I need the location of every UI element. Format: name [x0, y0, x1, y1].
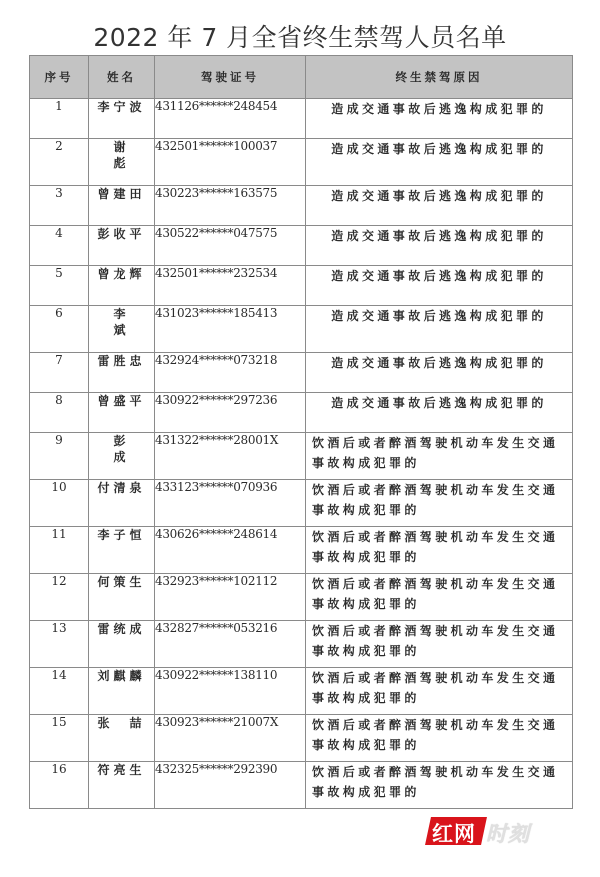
name-part: 何策生	[97, 575, 146, 589]
cell-seq: 1	[30, 99, 89, 139]
cell-name	[89, 574, 155, 621]
name-part: 付清泉	[97, 481, 146, 495]
table-row	[30, 353, 573, 393]
name-part: 谢	[113, 140, 130, 154]
cell-license-number: 431322******28001X	[155, 433, 306, 480]
table-row	[30, 762, 573, 809]
table-row	[30, 480, 573, 527]
name-part: 彭收平	[97, 227, 146, 241]
table-row	[30, 715, 573, 762]
cell-reason: 饮酒后或者醉酒驾驶机动车发生交通事故构成犯罪的	[306, 762, 573, 809]
cell-license-number: 433123******070936	[155, 480, 306, 527]
cell-reason: 饮酒后或者醉酒驾驶机动车发生交通事故构成犯罪的	[306, 527, 573, 574]
cell-name	[89, 762, 155, 809]
cell-seq: 8	[30, 393, 89, 433]
cell-name	[89, 480, 155, 527]
cell-name	[89, 527, 155, 574]
cell-reason: 饮酒后或者醉酒驾驶机动车发生交通事故构成犯罪的	[306, 621, 573, 668]
cell-reason: 造成交通事故后逃逸构成犯罪的	[306, 353, 573, 393]
cell-name	[89, 306, 155, 353]
cell-reason: 饮酒后或者醉酒驾驶机动车发生交通事故构成犯罪的	[306, 433, 573, 480]
cell-seq: 5	[30, 266, 89, 306]
cell-seq: 7	[30, 353, 89, 393]
name-part: 雷统成	[97, 622, 146, 636]
table-row	[30, 226, 573, 266]
watermark-logo	[428, 817, 558, 867]
table-row	[30, 433, 573, 480]
cell-license-number: 431126******248454	[155, 99, 306, 139]
table-row	[30, 139, 573, 186]
cell-name	[89, 393, 155, 433]
cell-name	[89, 353, 155, 393]
name-part: 彭	[113, 434, 130, 448]
logo-brand-red-text: 红网	[432, 822, 476, 846]
cell-seq: 10	[30, 480, 89, 527]
cell-name	[89, 99, 155, 139]
cell-seq: 6	[30, 306, 89, 353]
cell-seq: 3	[30, 186, 89, 226]
cell-reason: 造成交通事故后逃逸构成犯罪的	[306, 99, 573, 139]
cell-license-number: 432827******053216	[155, 621, 306, 668]
cell-reason: 造成交通事故后逃逸构成犯罪的	[306, 393, 573, 433]
name-part: 成	[113, 450, 130, 464]
header-seq: 序号	[30, 56, 89, 99]
table-row	[30, 393, 573, 433]
table-row	[30, 668, 573, 715]
cell-seq: 14	[30, 668, 89, 715]
cell-license-number: 432923******102112	[155, 574, 306, 621]
page-title: 2022 年 7 月全省终生禁驾人员名单	[93, 23, 507, 52]
name-part: 曾龙辉	[97, 267, 146, 281]
cell-license-number: 430922******297236	[155, 393, 306, 433]
cell-reason: 饮酒后或者醉酒驾驶机动车发生交通事故构成犯罪的	[306, 574, 573, 621]
table-row	[30, 574, 573, 621]
cell-seq: 2	[30, 139, 89, 186]
cell-reason: 造成交通事故后逃逸构成犯罪的	[306, 186, 573, 226]
name-part: 李	[113, 307, 130, 321]
name-part: 符亮生	[97, 763, 146, 777]
cell-license-number: 432501******232534	[155, 266, 306, 306]
name-part: 张 喆	[97, 716, 146, 730]
cell-license-number: 432924******073218	[155, 353, 306, 393]
cell-license-number: 430626******248614	[155, 527, 306, 574]
cell-name	[89, 433, 155, 480]
cell-reason: 饮酒后或者醉酒驾驶机动车发生交通事故构成犯罪的	[306, 480, 573, 527]
logo-brand-grey-text: 时刻	[486, 822, 530, 846]
cell-seq: 11	[30, 527, 89, 574]
name-part: 曾盛平	[97, 394, 146, 408]
table-row	[30, 99, 573, 139]
cell-reason: 造成交通事故后逃逸构成犯罪的	[306, 226, 573, 266]
cell-name	[89, 139, 155, 186]
cell-seq: 12	[30, 574, 89, 621]
table-row	[30, 527, 573, 574]
header-name: 姓名	[89, 56, 155, 99]
cell-seq: 4	[30, 226, 89, 266]
name-part: 彪	[113, 156, 130, 170]
cell-reason: 造成交通事故后逃逸构成犯罪的	[306, 139, 573, 186]
cell-license-number: 432501******100037	[155, 139, 306, 186]
header-license: 驾驶证号	[155, 56, 306, 99]
cell-name	[89, 668, 155, 715]
name-part: 曾建田	[97, 187, 146, 201]
cell-name	[89, 266, 155, 306]
name-part: 雷胜忠	[97, 354, 146, 368]
table-body	[30, 99, 573, 809]
cell-reason: 饮酒后或者醉酒驾驶机动车发生交通事故构成犯罪的	[306, 715, 573, 762]
table-row	[30, 186, 573, 226]
cell-reason: 造成交通事故后逃逸构成犯罪的	[306, 266, 573, 306]
cell-seq: 16	[30, 762, 89, 809]
name-part: 李子恒	[97, 528, 146, 542]
table-row	[30, 621, 573, 668]
cell-license-number: 430923******21007X	[155, 715, 306, 762]
header-reason: 终生禁驾原因	[306, 56, 573, 99]
cell-reason: 饮酒后或者醉酒驾驶机动车发生交通事故构成犯罪的	[306, 668, 573, 715]
banned-drivers-table	[29, 55, 573, 809]
cell-license-number: 432325******292390	[155, 762, 306, 809]
name-part: 刘麒麟	[97, 669, 146, 683]
cell-name	[89, 226, 155, 266]
cell-license-number: 430922******138110	[155, 668, 306, 715]
cell-name	[89, 621, 155, 668]
cell-seq: 15	[30, 715, 89, 762]
cell-seq: 13	[30, 621, 89, 668]
cell-name	[89, 186, 155, 226]
cell-license-number: 430522******047575	[155, 226, 306, 266]
name-part: 李宁波	[97, 100, 146, 114]
table-row	[30, 266, 573, 306]
name-part: 斌	[113, 323, 130, 337]
cell-name	[89, 715, 155, 762]
cell-license-number: 430223******163575	[155, 186, 306, 226]
table-header-row	[30, 56, 573, 99]
cell-reason: 造成交通事故后逃逸构成犯罪的	[306, 306, 573, 353]
cell-seq: 9	[30, 433, 89, 480]
cell-license-number: 431023******185413	[155, 306, 306, 353]
table-row	[30, 306, 573, 353]
